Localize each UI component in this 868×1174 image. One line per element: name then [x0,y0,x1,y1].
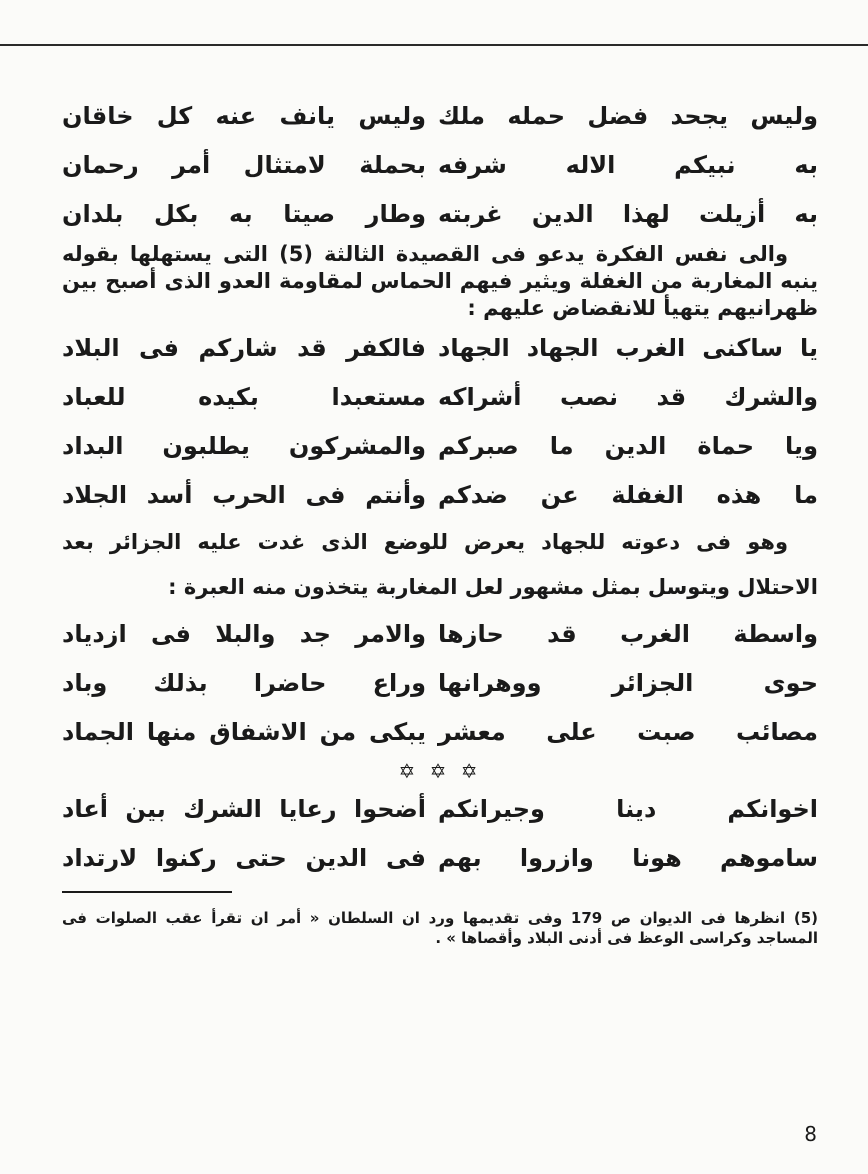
prose-text: والى نفس الفكرة يدعو فى القصيدة الثالثة (5) التى يستهلها بقوله ينبه المغاربة من الغفلة ويثير فيهم الحماس لمقاومة العدو الذى أصبح بين ظهرانيهم يتهيأ للانقضاض عليهم : [62,242,818,320]
verse-second-hemistich: مستعبدا بكيده للعباد [62,383,426,411]
verse-line [62,92,818,141]
verse-first-hemistich: به أزيلت لهذا الدين غربته [438,200,818,228]
verse-first-hemistich: ويا حماة الدين ما صبركم [438,432,818,460]
verse-group-3 [62,610,818,757]
verse-second-hemistich: يبكى من الاشفاق منها الجماد [62,718,426,746]
verse-group-2 [62,324,818,520]
verse-first-hemistich: ساموهم هونا وازروا بهم [438,844,818,872]
verse-line [62,834,818,883]
verse-line [62,471,818,520]
verse-first-hemistich: مصائب صبت على معشر [438,718,818,746]
verse-second-hemistich: وراع حاضرا بذلك وباد [62,669,426,697]
verse-second-hemistich: وليس يانف عنه كل خاقان [62,102,426,130]
verse-line [62,659,818,708]
verse-line [62,785,818,834]
verse-first-hemistich: واسطة الغرب قد حازها [438,620,818,648]
verse-second-hemistich: فى الدين حتى ركنوا لارتداد [62,844,426,872]
prose-text: وهو فى دعوته للجهاد يعرض للوضع الذى غدت عليه الجزائر بعد الاحتلال ويتوسل بمثل مشهور لعل المغاربة يتخذون منه العبرة : [62,530,818,599]
verse-line [62,422,818,471]
verse-group-4 [62,785,818,883]
verse-first-hemistich: ما هذه الغفلة عن ضدكم [438,481,818,509]
verse-line [62,708,818,757]
prose-paragraph-1 [62,241,818,322]
page-number: 8 [804,1122,817,1146]
verse-second-hemistich: بحملة لامتثال أمر رحمان [62,151,426,179]
verse-second-hemistich: وأنتم فى الحرب أسد الجلاد [62,481,426,509]
prose-paragraph-2 [62,520,818,610]
verse-line [62,141,818,190]
verse-second-hemistich: والامر جد والبلا فى ازدياد [62,620,426,648]
verse-line [62,373,818,422]
verse-first-hemistich: يا ساكنى الغرب الجهاد الجهاد [438,334,818,362]
verse-second-hemistich: فالكفر قد شاركم فى البلاد [62,334,426,362]
header-rule [0,44,868,46]
footnote-rule [62,891,232,893]
verse-second-hemistich: والمشركون يطلبون البداد [62,432,426,460]
verse-first-hemistich: حوى الجزائر ووهرانها [438,669,818,697]
verse-line [62,190,818,239]
verse-first-hemistich: به نبيكم الاله شرفه [438,151,818,179]
verse-second-hemistich: وطار صيتا به بكل بلدان [62,200,426,228]
page-body [62,92,818,963]
verse-line [62,610,818,659]
star-separator: ✡ ✡ ✡ [398,759,482,783]
verse-first-hemistich: اخوانكم دينا وجيرانكم [438,795,818,823]
verse-first-hemistich: والشرك قد نصب أشراكه [438,383,818,411]
verse-line [62,324,818,373]
verse-second-hemistich: أضحوا رعايا الشرك بين أعاد [62,795,426,823]
verse-group-1 [62,92,818,239]
verse-first-hemistich: وليس يجحد فضل حمله ملك [438,102,818,130]
footnote: (5) انظرها فى الديوان ص 179 وفى تقديمها ورد ان السلطان « أمر ان تقرأ عقب الصلوات فى المساجد وكراسى الوعظ فى أدنى البلاد وأقصاها » . [62,909,819,947]
